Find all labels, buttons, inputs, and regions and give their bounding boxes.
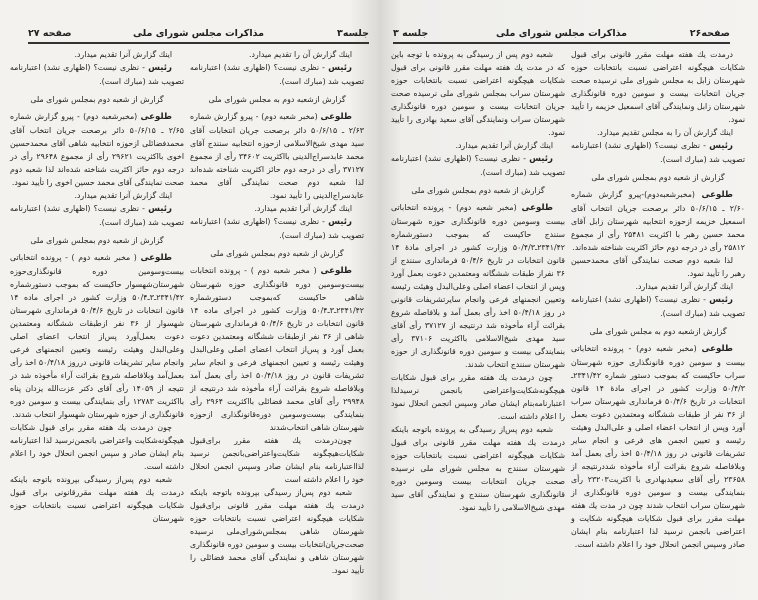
paragraph-text: اینك گزارش آنرا تقدیم میدارد. <box>74 191 172 200</box>
speaker-name: طلوعی <box>701 190 733 200</box>
speaker-name: رئیس <box>709 295 733 305</box>
paragraph-text: - نظری نیست؟ (اظهاری نشد) اعتبارنامه تصویب شد (مبارك است). <box>391 154 565 177</box>
text-column-right <box>571 48 745 551</box>
speaker-paragraph <box>571 139 745 166</box>
paragraph-text: - نظری نیست؟ (اظهاری نشد) اعتبارنامه تصویب شد (مبارك است). <box>190 217 364 240</box>
speaker-paragraph <box>391 201 565 371</box>
paragraph-text: چون‌درمدت یك هفته مقرر برای‌قبول شكایات‌هیچگونه شكایت‌واعتراضی‌بانجمن نرسید لذااعتبارنامه بنام ایشان صادر وسپس انجمن انحلال خود را اعلام داشته است <box>190 436 364 484</box>
speaker-paragraph <box>190 110 364 202</box>
section-heading <box>190 247 364 260</box>
paragraph-text: گزارش ازشعبه دوم به مجلس شورای ملی <box>208 95 346 104</box>
paragraph <box>10 421 184 473</box>
paragraph-text: گزارش از شعبه دوم بمجلس شورای ملی <box>210 249 344 258</box>
paragraph-text: (مخبرشعبه‌دوم)-پیرو گزارش شماره ۲/۶۰ ـ ۵۰/۶/۱۵ دائر برصحت جریان انتخاب آقای اسمعیل خزیمه ازحوزه انتخابیه شهرستان زابل آقای محمد حسین رهبر با اکثریت ۲۵۴۸۱ رأی از مجموع ۲۵۸۱۲ رأی در درجه دوم حائز اکثریت شناخته شده‌اند. <box>571 190 745 252</box>
paragraph-text: (مخبر شعبه دوم) - پرونده انتخاباتی بیست وسومین دوره قانونگذاری حوزه شهرستان سنندج حاکیست که بموجب دستورشماره ۲۳۴۱/۴۲ـ۵۰/۴/۳ وزارت کشور در اجرای مادهٔ ۱۴ قانون انتخابات در تاریخ ۵۰/۴/۶ فرمانداری سنندج از ۳۶ نفراز طبقات ششگانه ومعتمدین دعوت بعمل آورد وپس از انتخاب اعضاء اصلی وعلی‌البدل وهیئت رئیسه وتعیین انجمنهای فرعی وانجام سایرتشریفات قانونی در روز ۵۰/۴/۱۸ اخذ رأی بعمل آمد و بلافاصله شروع بقرائت آراء مأخوذه شد درنتیجه از ۳۷۱۲۷ رأی آقای سید مهدی شیخ‌الاسلامی بااکثریت ۳۷۱۰۶ رأی بنمایندگی بیست و سومین دوره قانونگذاری از حوزه شهرستان سنندج انتخاب شدند. <box>391 203 566 369</box>
paragraph-text: ( مخبر شعبه دوم ) - پرونده انتخاباتی بیست‌وسومین دوره قانونگذاری‌حوزه شهرستان‌شهسوار حاکیست که بموجب دستورشماره ۲۳۴۱/۴۲ـ۳ـ۵۰/۴ وزارت کشور در اجرای ماده ۱۴ قانون انتخابات در تاریخ ۵۰/۴/۶ فرمانداری شهرستان شهسوار از ۳۶ نفر ازطبقات ششگانه ومعتمدین دعوت بعمل‌آورد پس‌از انتخاب اعضای اصلی وعلی‌البدل وهیئت رئیسه وتعیین انجمنهای فرعی وانجام سایر تشریفات قانونی درروز ۵۰/۴/۱۸ اخذ رأی بعمل‌آمد وبلافاصله شروع بقرائت آراء مأخوذه شد در نتیجه از ۱۴۰۵۹ رأی آقای دکتر عزت‌الله یزدان پناه بااکثریت ۱۲۷۸۳ رأی بنمایندگی بیست و سومین دوره قانونگذاری از حوزه شهرستان شهسوار انتخاب شدند. <box>10 253 184 419</box>
speaker-name: رئیس <box>148 204 172 214</box>
paragraph <box>391 48 565 139</box>
page-26 <box>379 0 758 600</box>
section-heading <box>571 325 745 338</box>
paragraph <box>571 254 745 280</box>
text-column-left <box>10 48 184 525</box>
speaker-name: طلوعی <box>320 266 352 276</box>
section-heading <box>10 93 184 106</box>
speaker-paragraph <box>10 202 184 229</box>
speaker-paragraph <box>10 61 184 88</box>
paragraph-text: درمدت یك هفته مهلت مقرر قانونی برای قبول شكایات هیچگونه اعتراضی نسبت بانتخابات حوزه شهرستان زابل به مجلس شورای ملی نرسیده صحت جریان انتخابات بیست و سومین دوره قانونگذاری شهرستان زابل ونمایندگی آقای اسمعیل خزیمه را تأیید نمود. <box>571 50 745 124</box>
paragraph <box>571 126 745 139</box>
paragraph-text: لذا شعبه دوم صحت نمایندگی آقای محمدحسین رهبر را تأیید نمود. <box>571 256 745 278</box>
speaker-paragraph <box>571 342 745 551</box>
text-column-right <box>190 48 364 577</box>
speaker-name: طلوعی <box>521 203 553 213</box>
paragraph-text: اینك گزارش آنرا تقدیم میدارد. <box>455 141 553 150</box>
paragraph-text: اینك گزارش آنرا تقدیم میدارد. <box>74 50 172 59</box>
paragraph-text: - نظری نیست؟ (اظهاری نشد) اعتبارنامه تصویب شد (مبارك است). <box>571 141 745 164</box>
paragraph-text: ( مخبر شعبه دوم ) - پرونده انتخابات بیست‌وسومین دوره قانونگذاری حوزه شهرستان شاهی حاکیست که‌بموجب دستورشماره ۲۳۴۱/۴۲ـ۳ـ۵۰/۴ وزارت کشور در اجرای ماده ۱۴ قانون انتخابات در تاریخ ۵۰/۴/۶ فرمانداری شهرستان شاهی از ۳۶ نفر ازطبقات ششگانه ومعتمدین دعوت بعمل آورد و پس‌از انتخاب اعضای اصلی وعلی‌البدل وهیئت رئیسه و تعیین انجمنهای فرعی و انجام سایر تشریفات قانون در روز ۵۰/۴/۱۸ اخذ رأی بعمل آمد وبلافاصله شروع بقرائت آراء مأخوذه شد درنتیجه از ۲۹۹۴۸ رأی آقای محمد فضائلی بااکثریت ۲۹۶۴ رأی بنمایندگی بیست‌وسومین دوره‌قانونگذاری ازحوزه شهرستان شاهی انتخاب‌شدند <box>190 266 365 432</box>
speaker-name: رئیس <box>328 63 352 73</box>
speaker-paragraph <box>391 152 565 179</box>
paragraph-text: گزارش از شعبه دوم بمجلس شورای ملی <box>30 95 164 104</box>
paragraph-text: شعبه دوم پس‌از رسیدگی بپرونده باتوجه باینکه درمدت یك هفته مهلت مقرر قانونی برای‌قبول شكایات هیچگونه اعتراضی نسبت بانتخابات حوزه شهرستان شاهی بمجلس‌شورای‌ملی نرسیده صحت‌جریان‌انتخابات بیست و سومین دوره قانونگذاری شهرستان شاهی و نمایندگی آقای محمد فضائلی را تأیید نمود. <box>190 488 364 575</box>
paragraph-text: (مخبرشعبه دوم) - پیرو گزارش شماره ۲/۶۵ ـ ۵۰/۶/۱۵ دائر برصحت جریان انتخاب آقای محمدفضائلی ازحوزه انتخابیه شاهی آقای محمدحسین اخوی بااکثریت ۲۹۶۲۱ رأی از مجموع ۲۹۶۴۸ رأی در درجه دوم حائز اکثریت شناخته شده‌اند لذا شعبه دوم صحت نمایندگی آقای محمد حسین اخوی را تأیید نمود. <box>10 112 185 187</box>
paragraph <box>190 48 364 61</box>
paragraph-text: چون درمدت یك هفته مقرر برای قبول شكایات هیچگونه‌شكایت واعتراضی بانجمن‌نرسید لذا اعتبارنامه بنام ایشان صادر و سپس انجمن انحلال خود را اعلام داشته است. <box>10 423 184 471</box>
paragraph-text: گزارش ازشعبه دوم به مجلس شورای ملی <box>589 327 727 336</box>
paragraph <box>571 48 745 126</box>
speaker-name: رئیس <box>529 154 553 164</box>
speaker-name: رئیس <box>148 63 172 73</box>
paragraph <box>391 371 565 423</box>
paragraph-text: گزارش از شعبه دوم بمجلس شورای ملی <box>30 236 164 245</box>
speaker-paragraph <box>190 215 364 242</box>
paragraph-text: - نظری نیست؟ (اظهاری نشد) اعتبارنامه تصویب شد (مبارك است). <box>10 204 184 227</box>
paragraph-text: (مخبر شعبه دوم) - پیرو گزارش شماره ۲/۶۳ ـ ۵۰/۶/۱۵ دائر برصحت جریان انتخابات آقای سید مهدی شیخ‌الاسلامی ازحوزه انتخابیه سنندج آقای محمد عابدسراج‌الدینی بااکثریت ۳۴۶۰۲ رأی از مجموع ۳۷۱۲۷ رأی در درجه دوم حائز اکثریت شناخته شده‌اند لذا شعبه دوم صحت نمایندگی آقای محمد عابدسراج‌الدینی را تأیید نمود. <box>190 112 364 200</box>
running-header <box>393 28 730 44</box>
paragraph-text: اینك گزارش آن را تقدیم میدارد. <box>248 50 352 59</box>
speaker-name: طلوعی <box>140 253 172 263</box>
speaker-paragraph <box>10 251 184 421</box>
section-heading <box>10 234 184 247</box>
paragraph-text: اینك گزارش آنرا تقدیم میدارد. <box>635 282 733 291</box>
speaker-name: رئیس <box>709 141 733 151</box>
section-heading <box>391 184 565 197</box>
paragraph-text: شعبه دوم پس از رسیدگی به پرونده با توجه باین که در مدت یك هفته مهلت مقرر قانونی برای قبول شكایات هیچگونه اعتراضی نسبت بانتخابات حوزه شهرستان سراب بمجلس شورای ملی نرسیده صحت جریان انتخابات بیست و سومین دوره قانونگذاری شهرستان سراب ونمایندگی آقای سعید بهادری را تأیید نمود. <box>391 50 565 137</box>
page-number: صفحه۲۶ <box>689 28 730 39</box>
paragraph-text: شعبه دوم پس‌از رسیدگی به پرونده باتوجه باینکه درمدت یك هفته مهلت مقرر قانونی برای قبول شكایات هیچگونه اعتراضی نسبت بانتخابات حوزه شهرستان سنندج به مجلس شورای ملی نرسیده صحت جریان انتخابات بیست وسومین دوره قانونگذاری شهرستان سنندج و نمایندگی آقای سید مهدی شیخ‌الاسلامی را تأیید نمود. <box>391 425 565 512</box>
paragraph-text: - نظری نیست؟ (اظهاری نشد) اعتبارنامه تصویب شد (مبارك است). <box>571 295 745 318</box>
paragraph <box>190 434 364 486</box>
paragraph-text: (مخبر شعبه دوم) - پرونده انتخاباتی بیست و سومین دوره قانونگذاری حوزه شهرستان سراب حاکیست که بموجب دستور شماره ۲۳۴۱/۴۲ـ ۵۰/۴/۳ وزارت کشور در اجرای مادهٔ ۱۴ قانون انتخابات در تاریخ ۵۰/۴/۶ فرمانداری شهرستان سراب از ۳۶ نفر از طبقات ششگانه ومعتمدین دعوت بعمل آورد وپس از انتخاب اعضاء اصلی و علی‌البدل وهیئت رئیسه و تعیین انجمن های فرعی و انجام سایر تشریفات قانونی در روز ۵۰/۴/۱۸ اخذ رأی بعمل آمد وبلافاصله شروع بقرائت آراء مأخوذه شددرنتیجه از ۲۳۶۵۸ رأی آقای سعیدبهادری با اکثریت۲۳۲۰۳ رأی بنمایندگی بیست و سومین دوره قانونگذاری از شهرستان سراب انتخاب شدند چون در مدت یك هفته مهلت مقرر برای قبول شكایات هیچگونه شكایت و اعتراضی بانجمن نرسید لذا اعتبارنامه بنام ایشان صادر وسپس انجمن انحلال خود را اعلام داشته است. <box>571 344 746 549</box>
paragraph <box>10 473 184 525</box>
running-header <box>28 28 369 44</box>
speaker-paragraph <box>571 188 745 254</box>
speaker-name: طلوعی <box>701 344 733 354</box>
speaker-paragraph <box>571 293 745 320</box>
paragraph <box>10 48 184 61</box>
page-number: صفحه ۲۷ <box>28 28 72 39</box>
section-heading <box>190 93 364 106</box>
speaker-paragraph <box>190 264 364 434</box>
paragraph <box>391 423 565 514</box>
speaker-paragraph <box>190 61 364 88</box>
paragraph-text: چون درمدت یك هفته مقرر برای قبول شكایات هیچگونه‌شكایت‌واعتراضی بانجمن نرسیدلذا اعتبارنامه‌بنام ایشان صادر وسپس انجمن انحلال نمود را اعلام داشته است. <box>391 373 565 421</box>
paragraph <box>190 486 364 577</box>
paragraph-text: اینك گزارش آنرا تقدیم میدارد. <box>254 204 352 213</box>
session-label: جلسه۳ <box>337 28 369 39</box>
paragraph-text: اینك گزارش آن را به مجلس تقدیم میدارد. <box>596 128 733 137</box>
publication-title: مذاکرات مجلس شورای ملی <box>496 28 627 39</box>
speaker-name: طلوعی <box>320 112 352 122</box>
paragraph <box>10 189 184 202</box>
speaker-name: رئیس <box>328 217 352 227</box>
paragraph-text: شعبه دوم پس‌از رسیدگی بپرونده باتوجه باینکه درمدت یك هفته مهلت مقررقانونی برای قبول شكایات هیچگونه اعتراضی نسبت بانتخابات حوزه شهرستان <box>10 475 184 523</box>
publication-title: مذاکرات مجلس شورای ملی <box>133 28 264 39</box>
paragraph-text: گزارش از شعبه دوم بمجلس شورای ملی <box>591 173 725 182</box>
section-heading <box>571 171 745 184</box>
text-column-left <box>391 48 565 514</box>
speaker-name: طلوعی <box>140 112 172 122</box>
paragraph <box>391 139 565 152</box>
paragraph <box>571 280 745 293</box>
paragraph-text: گزارش از شعبه دوم بمجلس شورای ملی <box>411 186 545 195</box>
session-label: جلسه ۳ <box>393 28 429 39</box>
speaker-paragraph <box>10 110 184 189</box>
paragraph <box>190 202 364 215</box>
paragraph-text: - نظری نیست؟ (اظهاری نشد) اعتبارنامه تصویب شد (مبارك است). <box>190 63 364 86</box>
paragraph-text: - نظری نیست؟ (اظهاری نشد) اعتبارنامه تصویب شد (مبارك است). <box>10 63 184 86</box>
